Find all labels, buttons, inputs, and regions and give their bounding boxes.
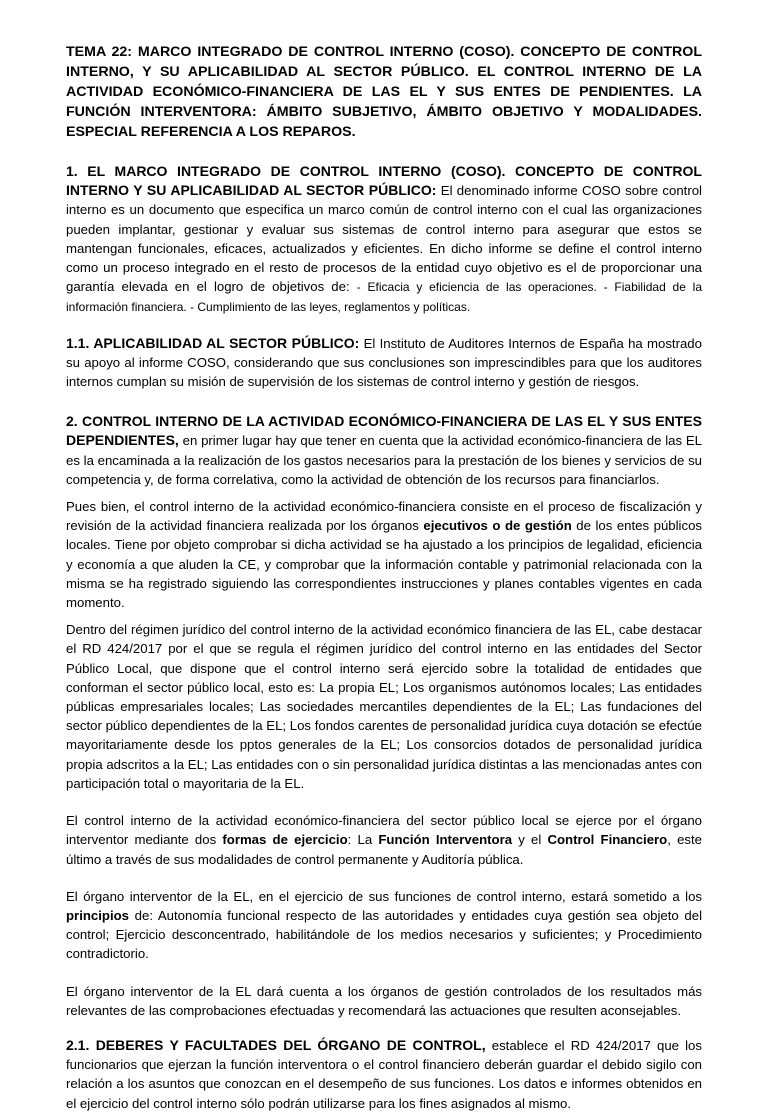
formas-text-1: El control interno de la actividad económico-financiera del sector público local se ejerce por el órgano interventor mediante dos xyxy=(66,813,702,848)
formas-text-3: y el xyxy=(512,832,548,848)
document-page xyxy=(66,42,702,1113)
principios-bold: principios xyxy=(66,907,130,923)
paragraph-fiscalizacion-bold: ejecutivos o de gestión xyxy=(423,518,572,534)
paragraph-fiscalizacion xyxy=(66,497,702,612)
paragraph-fiscalizacion-text-1: Pues bien, el control interno de la actividad económico-financiera consiste en el proceso de fiscalización y revisión de la actividad financiera realizada por los órganos xyxy=(66,499,702,534)
section-2-paragraph xyxy=(66,412,702,489)
principios-text-1: El órgano interventor de la EL, en el ejercicio de sus funciones de control interno, estará sometido a los xyxy=(66,888,702,904)
section-2-1-heading: 2.1. DEBERES Y FACULTADES DEL ÓRGANO DE CONTROL, xyxy=(66,1036,486,1053)
section-2-heading: 2. CONTROL INTERNO DE LA ACTIVIDAD ECONÓMICO-FINANCIERA DE LAS EL Y SUS ENTES DEPENDIENTES, xyxy=(66,413,702,449)
paragraph-formas-ejercicio xyxy=(66,811,702,869)
document-title: TEMA 22: MARCO INTEGRADO DE CONTROL INTERNO (COSO). CONCEPTO DE CONTROL INTERNO, Y SU APLICABILIDAD AL SECTOR PÚBLICO. EL CONTROL INTERNO DE LA ACTIVIDAD ECONÓMICO-FINANCIERA DE LAS EL Y SUS ENTES DE PENDIENTES. LA FUNCIÓN INTERVENTORA: ÁMBITO SUBJETIVO, ÁMBITO OBJETIVO Y MODALIDADES. ESPECIAL REFERENCIA A LOS REPAROS. xyxy=(66,44,702,140)
formas-bold-1: formas de ejercicio xyxy=(222,832,348,848)
paragraph-principios xyxy=(66,887,702,964)
section-1-1-body: El Instituto de Auditores Internos de España ha mostrado su apoyo al informe COSO, considerando que sus conclusiones son imprescindibles para que los auditores internos cumplan su misión de supervisión de los sistemas de control interno y gestión de riesgos. xyxy=(66,335,702,390)
section-1-1-heading: 1.1. APLICABILIDAD AL SECTOR PÚBLICO: xyxy=(66,334,360,351)
principios-text-2: de: Autonomía funcional respecto de las autoridades y entidades cuya gestión sea objeto del control; Ejercicio desconcentrado, habilitándole de los medios necesarios y suficientes; y Procedimiento contradictorio. xyxy=(66,907,702,962)
formas-bold-3: Control Financiero xyxy=(547,832,668,848)
section-1-paragraph xyxy=(66,162,702,318)
section-1-1-paragraph xyxy=(66,334,702,392)
section-2-body: en primer lugar hay que tener en cuenta que la actividad económico-financiera de las EL es la encaminada a la realización de los gastos necesarios para la prestación de los bienes y servicios de su competencia y, de forma correlativa, como la actividad de obtención de los recursos para financiarlos. xyxy=(66,433,702,487)
section-1-objectives-list: - Eficacia y eficiencia de las operaciones. - Fiabilidad de la información financiera. - Cumplimiento de las leyes, reglamentos y políticas. xyxy=(66,280,703,315)
section-2-1-body: establece el RD 424/2017 que los funcionarios que ejerzan la función interventora o el control financiero deberán guardar el debido sigilo con relación a los asuntos que conozcan en el desempeño de sus funciones. Los datos e informes obtenidos en el ejercicio del control interno sólo podrán utilizarse para los fines asignados al mismo. xyxy=(66,1037,702,1111)
section-1-heading: 1. EL MARCO INTEGRADO DE CONTROL INTERNO (COSO). CONCEPTO DE CONTROL INTERNO Y SU APLICABILIDAD AL SECTOR PÚBLICO: xyxy=(66,163,702,199)
formas-text-4: , este último a través de sus modalidades de control permanente y Auditoría pública. xyxy=(66,832,702,867)
formas-text-2: : La xyxy=(347,832,379,848)
paragraph-fiscalizacion-text-2: de los entes públicos locales. Tiene por objeto comprobar si dicha actividad se ha ajustado a los principios de legalidad, eficiencia y economía a que aluden la CE, y comprobar que la información contable y patrimonial relacionada con la misma se ha registrado siguiendo las correspondientes instrucciones y planes contables vigentes en cada momento. xyxy=(66,518,702,611)
section-1-body: El denominado informe COSO sobre control interno es un documento que especifica un marco común de control interno con el cual las organizaciones pueden implantar, gestionar y evaluar sus sistemas de control interno para asegurar que estos se mantengan funcionales, eficaces, actualizados y eficientes. En dicho informe se define el control interno como un proceso integrado en el resto de procesos de la entidad cuyo objetivo es el de proporcionar una garantía elevada en el logro de objetivos de: xyxy=(66,183,702,295)
section-2-1-paragraph xyxy=(66,1036,702,1113)
paragraph-regimen-juridico: Dentro del régimen jurídico del control interno de la actividad económico financiera de las EL, cabe destacar el RD 424/2017 por el que se regula el régimen jurídico del control interno en las entidades del Sector Público Local, que dispone que el control interno será ejercido sobre la totalidad de entidades que conforman el sector público local, esto es: La propia EL; Los organismos autónomos locales; Las entidades públicas empresariales locales; Las sociedades mercantiles dependientes de la EL; Las fundaciones del sector público dependientes de la EL; Los fondos carentes de personalidad jurídica cuya dotación se efectúe mayoritariamente desde los pptos generales de la EL; Los consorcios dotados de personalidad jurídica propia adscritos a la EL; Las entidades con o sin personalidad jurídica distintas a las mencionadas antes con participación total o mayoritaria de la EL. xyxy=(66,622,702,791)
paragraph-dara-cuenta: El órgano interventor de la EL dará cuenta a los órganos de gestión controlados de los resultados más relevantes de las comprobaciones efectuadas y recomendará las actuaciones que resulten aconsejables. xyxy=(66,983,702,1018)
formas-bold-2: Función Interventora xyxy=(378,832,513,848)
